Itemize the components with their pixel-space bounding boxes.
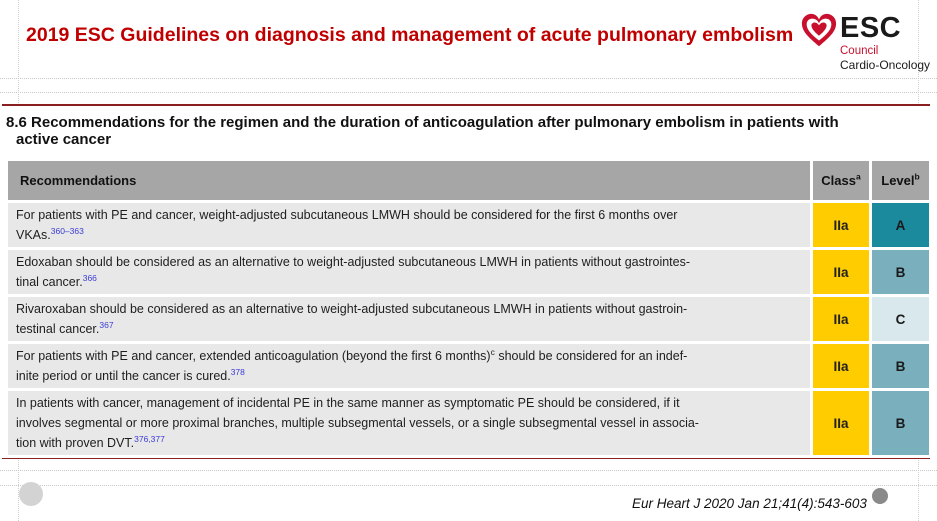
level-cell: A [872,203,929,247]
header-level: Level$^b$ [872,161,929,200]
heart-logo-icon [800,12,838,50]
recommendation-text: For patients with PE and cancer, extended anticoagulation (beyond the first 6 months)$^c$ should be considered for an indef- inite period or until the cancer is cured.$^{378}$ [8,344,810,388]
dotted-guide-line [0,78,937,80]
table-row [8,250,929,294]
class-cell: IIa [813,297,869,341]
footnote-sup: c [490,346,495,357]
class-cell: IIa [813,391,869,455]
level-cell: B [872,344,929,388]
dotted-guide-line [0,92,937,94]
recommendations-table [5,158,932,458]
table-row [8,203,929,247]
level-cell: B [872,391,929,455]
logo-subtitle: Cardio-Oncology [840,58,931,72]
reference-sup: 376,377 [134,433,165,444]
recommendation-text: Edoxaban should be considered as an alternative to weight-adjusted subcutaneous LMWH in patients without gastrointes- tinal cancer.$^{366}$ [8,250,810,294]
level-cell: B [872,250,929,294]
section-title-line1: 8.6 Recommendations for the regimen and the duration of anticoagulation after pulmonary embolism in patients with [6,114,839,131]
table-header-row [8,161,929,200]
recommendation-text: Rivaroxaban should be considered as an alternative to weight-adjusted subcutaneous LMWH in patients without gastroin- testinal cancer.$^{367}$ [8,297,810,341]
reference-sup: 360–363 [50,225,84,236]
dotted-guide-line [0,470,937,472]
citation: Eur Heart J 2020 Jan 21;41(4):543-603 [632,496,867,511]
class-cell: IIa [813,250,869,294]
slide-nav-dot [872,488,888,504]
logo-wordmark: ESC [840,12,902,44]
section-title-line2: active cancer [16,131,112,148]
class-cell: IIa [813,344,869,388]
recommendation-text: For patients with PE and cancer, weight-adjusted subcutaneous LMWH should be considered for the first 6 months over VKAs.$^{360-363}$ [8,203,810,247]
table-row [8,391,929,455]
level-cell: C [872,297,929,341]
header-class: Class$^a$ [813,161,869,200]
reference-sup: 366 [82,272,97,283]
reference-sup: 367 [99,319,114,330]
esc-logo [798,8,931,74]
slide-nav-circle [19,482,43,506]
dotted-guide-line [0,485,937,487]
slide-title: 2019 ESC Guidelines on diagnosis and management of acute pulmonary embolism [26,24,794,46]
header-recommendations: Recommendations [8,161,810,200]
recommendation-text: In patients with cancer, management of incidental PE in the same manner as symptomatic PE should be considered, if it involves segmental or more proximal branches, multiple subsegmental vessels, or a single subsegmental vessel in associa- tion with proven DVT.$^{376,377}$ [8,391,810,455]
reference-sup: 378 [230,366,245,377]
section-title [6,114,921,148]
table-row [8,297,929,341]
table-row [8,344,929,388]
class-cell: IIa [813,203,869,247]
logo-council: Council [840,45,879,57]
